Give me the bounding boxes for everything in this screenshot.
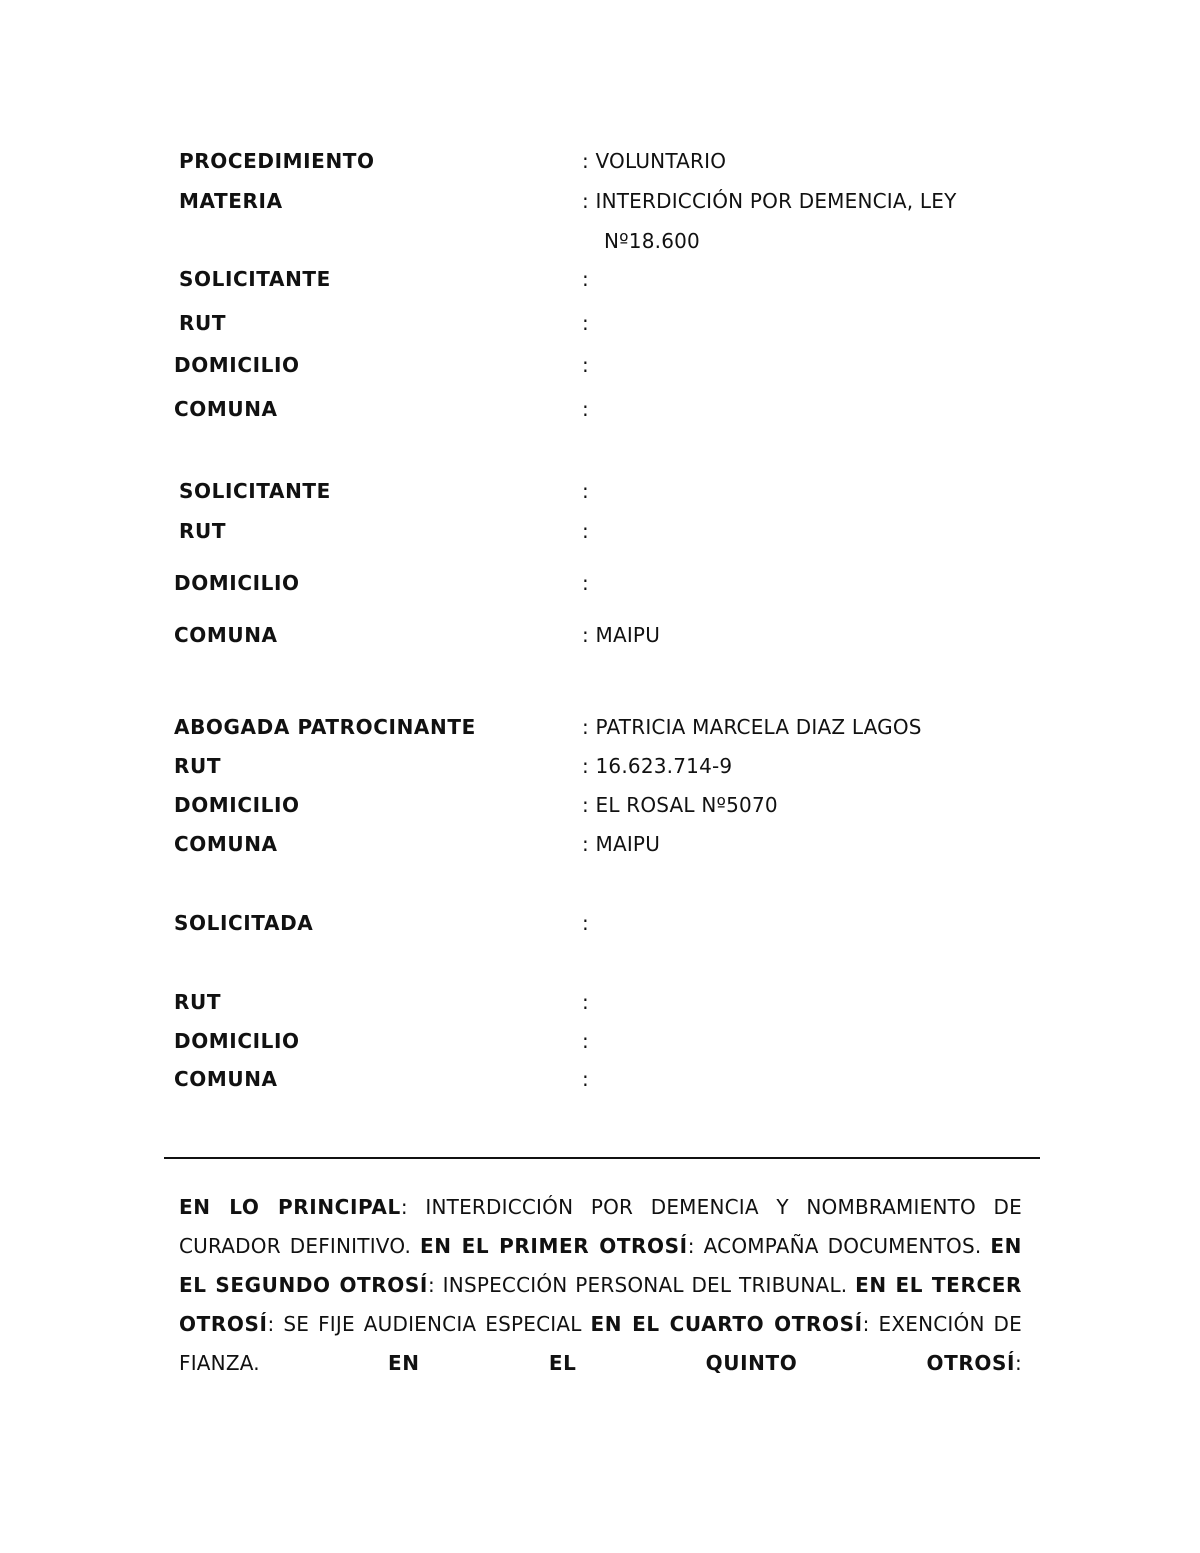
field-rut-2 xyxy=(0,516,1200,546)
field-value: : xyxy=(582,911,589,935)
field-value: : xyxy=(582,353,589,377)
summary-text: : INSPECCIÓN PERSONAL DEL TRIBUNAL. xyxy=(427,1273,856,1297)
field-label: SOLICITANTE xyxy=(179,479,331,503)
field-materia xyxy=(0,186,1200,216)
field-label: SOLICITADA xyxy=(174,911,314,935)
field-comuna-3 xyxy=(0,829,1200,859)
field-value: : xyxy=(582,1029,589,1053)
field-rut-4 xyxy=(0,987,1200,1017)
summary-heading: EN EL SEGUNDO OTROSÍ xyxy=(179,1234,1023,1297)
field-comuna xyxy=(0,394,1200,424)
field-value: : EL ROSAL Nº5070 xyxy=(582,793,778,817)
document-summary xyxy=(179,1188,1022,1383)
field-domicilio-3 xyxy=(0,790,1200,820)
field-procedimiento xyxy=(0,146,1200,176)
field-label: DOMICILIO xyxy=(174,353,300,377)
field-value: : xyxy=(582,267,589,291)
field-value-continued: Nº18.600 xyxy=(604,229,700,253)
field-label: COMUNA xyxy=(174,623,278,647)
field-label: MATERIA xyxy=(179,189,283,213)
section-divider xyxy=(164,1157,1040,1159)
field-value: : 16.623.714-9 xyxy=(582,754,733,778)
field-label: ABOGADA PATROCINANTE xyxy=(174,715,476,739)
summary-heading: EN LO PRINCIPAL xyxy=(179,1195,401,1219)
field-label: DOMICILIO xyxy=(174,1029,300,1053)
summary-text: : xyxy=(1015,1351,1022,1375)
field-label: RUT xyxy=(174,990,222,1014)
field-value: : PATRICIA MARCELA DIAZ LAGOS xyxy=(582,715,922,739)
field-domicilio-4 xyxy=(0,1026,1200,1056)
field-label: COMUNA xyxy=(174,832,278,856)
field-domicilio-2 xyxy=(0,568,1200,598)
summary-heading: EN EL PRIMER OTROSÍ xyxy=(420,1234,688,1258)
field-value: : xyxy=(582,1067,589,1091)
field-value: : xyxy=(582,519,589,543)
field-solicitada xyxy=(0,908,1200,938)
field-value: : xyxy=(582,479,589,503)
field-label: DOMICILIO xyxy=(174,571,300,595)
field-solicitante-2 xyxy=(0,476,1200,506)
field-label: COMUNA xyxy=(174,397,278,421)
field-value: : xyxy=(582,311,589,335)
field-abogada xyxy=(0,712,1200,742)
field-rut xyxy=(0,308,1200,338)
field-label: SOLICITANTE xyxy=(179,267,331,291)
field-value: : INTERDICCIÓN POR DEMENCIA, LEY xyxy=(582,189,957,213)
summary-text: : EXENCIÓN DE FIANZA. xyxy=(179,1312,1022,1375)
field-comuna-2 xyxy=(0,620,1200,650)
field-comuna-4 xyxy=(0,1064,1200,1094)
field-label: PROCEDIMIENTO xyxy=(179,149,375,173)
field-value: : MAIPU xyxy=(582,623,661,647)
field-value: : xyxy=(582,990,589,1014)
summary-heading: EN EL QUINTO OTROSÍ xyxy=(388,1351,1016,1375)
field-label: RUT xyxy=(174,754,222,778)
summary-heading: EN EL CUARTO OTROSÍ xyxy=(590,1312,863,1336)
summary-text: : SE FIJE AUDIENCIA ESPECIAL xyxy=(267,1312,591,1336)
field-label: COMUNA xyxy=(174,1067,278,1091)
field-solicitante xyxy=(0,264,1200,294)
field-label: RUT xyxy=(179,311,227,335)
summary-heading: EN EL TERCER OTROSÍ xyxy=(179,1273,1022,1336)
field-value: : xyxy=(582,397,589,421)
field-label: DOMICILIO xyxy=(174,793,300,817)
field-rut-3 xyxy=(0,751,1200,781)
field-value: : VOLUNTARIO xyxy=(582,149,727,173)
field-label: RUT xyxy=(179,519,227,543)
summary-text: : INTERDICCIÓN POR DEMENCIA Y NOMBRAMIENTO DE CURADOR DEFINITIVO. xyxy=(179,1195,1022,1258)
field-domicilio xyxy=(0,350,1200,380)
summary-text: : ACOMPAÑA DOCUMENTOS. xyxy=(687,1234,991,1258)
field-materia-continued xyxy=(0,226,1200,256)
field-value: : MAIPU xyxy=(582,832,661,856)
field-value: : xyxy=(582,571,589,595)
